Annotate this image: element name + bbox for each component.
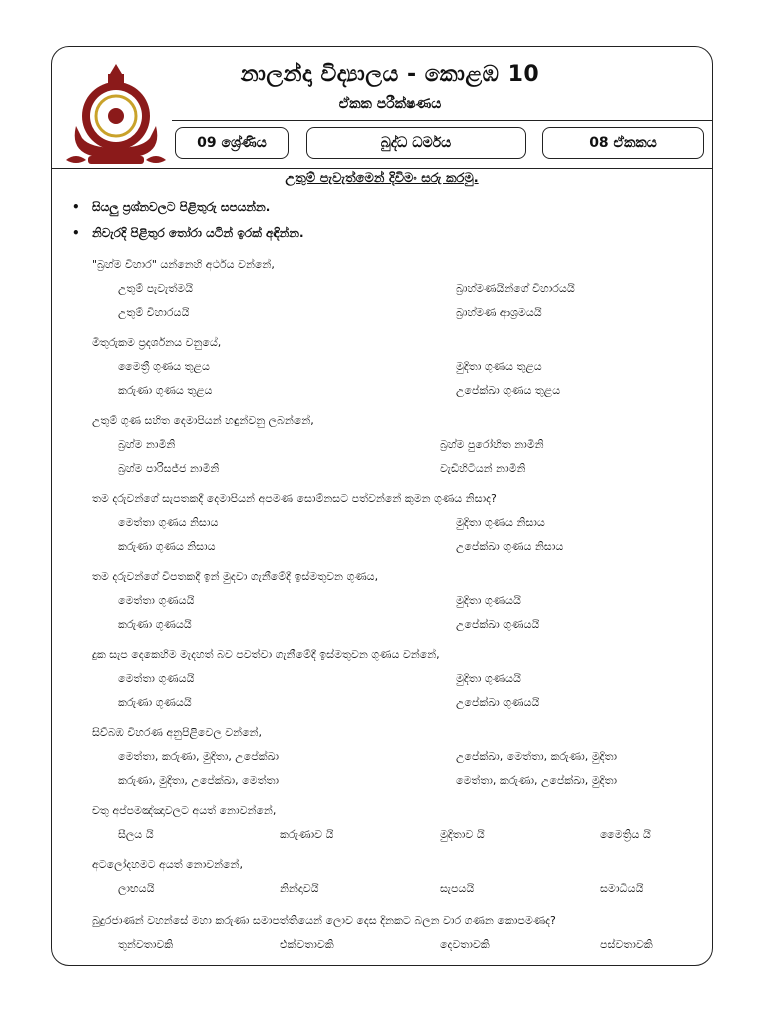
option[interactable]: උපේක්ඛා ගුණයයි: [456, 696, 540, 709]
option[interactable]: මෛත්‍රිය යි: [600, 828, 651, 841]
option[interactable]: නින්දාවයි: [280, 882, 319, 895]
option[interactable]: බ්‍රාහ්මණයින්ගේ විහාරයයි: [456, 282, 575, 295]
option[interactable]: බ්‍රාහ්මණ ආශ්‍රමයයි: [456, 306, 542, 319]
option[interactable]: තුන්වතාවකි: [118, 938, 174, 951]
option[interactable]: වැඩිහිටියන් නාමිනි: [440, 462, 526, 475]
option[interactable]: මෙත්තා, කරුණා, මුදිතා, උපේක්ඛා: [118, 750, 280, 763]
option[interactable]: දෙවතාවකි: [440, 938, 490, 951]
option[interactable]: පස්වතාවකි: [600, 938, 653, 951]
question-text: අටලෝදහමට අයත් නොවන්නේ,: [92, 858, 243, 871]
option[interactable]: කරුණාව යි: [280, 828, 334, 841]
unit-box: 08 ඒකකය: [542, 127, 704, 159]
option[interactable]: බ්‍රහ්ම නාමිනි: [118, 438, 176, 451]
option[interactable]: උතුම් විහාරයයි: [118, 306, 190, 319]
option[interactable]: උතුම් පැවැත්මයි: [118, 282, 193, 295]
question-text: මිතුරුකම ප්‍රදර්ශනය වනුයේ,: [92, 336, 222, 349]
option[interactable]: උපේක්ඛා ගුණයයි: [456, 618, 540, 631]
lesson-heading: උතුම් පැවැත්මෙන් දිවිමං සරු කරමු.: [285, 171, 479, 186]
option[interactable]: උපේක්ඛා, මෙත්තා, කරුණා, මුදිතා: [456, 750, 618, 763]
instruction-1: [72, 200, 270, 215]
option[interactable]: කරුණා ගුණය නිසාය: [118, 540, 216, 553]
question-text: බුදුරජාණන් වහන්සේ මහා කරුණා සමාපත්තියෙන් ලොව දෙස දිනකට බලන වාර ගණන කොපමණද?: [92, 914, 556, 927]
header-divider: [172, 120, 713, 121]
option[interactable]: කරුණා ගුණයයි: [118, 618, 192, 631]
option[interactable]: සැපයයි: [440, 882, 475, 895]
exam-subtitle: ඒකක පරීක්ෂණය: [338, 96, 442, 112]
option[interactable]: ලාභයයි: [118, 882, 155, 895]
instruction-text: නිවැරදි පිළිතුර තෝරා යටින් ඉරක් අඳින්න.: [92, 226, 304, 240]
instruction-text: සියලු ප්‍රශ්නවලට පිළිතුරු සපයන්න.: [92, 200, 271, 214]
option[interactable]: බ්‍රහ්ම පුරෝහිත නාමිනි: [440, 438, 544, 451]
option[interactable]: සමාධියයි: [600, 882, 644, 895]
option[interactable]: මෙත්තා, කරුණා, උපේක්ඛා, මුදිතා: [456, 774, 618, 787]
question-text: චතු අප්පමඤ්ඤාවලට අයත් නොවන්නේ,: [92, 804, 277, 817]
option[interactable]: මෛත්‍රී ගුණය තුළය: [118, 360, 210, 373]
grade-box: 09 ශ්‍රේණිය: [175, 127, 289, 159]
bullet-icon: •: [72, 226, 80, 240]
option[interactable]: සීලය යි: [118, 828, 154, 841]
school-crest-icon: [62, 60, 170, 170]
option[interactable]: මුදිතා ගුණයයි: [456, 594, 521, 607]
option[interactable]: කරුණා ගුණයයි: [118, 696, 192, 709]
option[interactable]: කරුණා, මුදිතා, උපේක්ඛා, මෙත්තා: [118, 774, 280, 787]
question-text: දුක සැප දෙකෙහිම මැදහත් බව පවත්වා ගැනීමේදී ඉස්මතුවන ගුණය වන්නේ,: [92, 648, 440, 661]
option[interactable]: මුදිතා ගුණයයි: [456, 672, 521, 685]
question-text: "බ්‍රහ්ම විහාර" යන්නෙහි අර්ථය වන්නේ,: [92, 258, 275, 271]
option[interactable]: උපේක්ඛා ගුණය තුළය: [456, 384, 561, 397]
question-text: උතුම් ගුණ සහිත දෙමාපියන් හඳුන්වනු ලබන්නේ,: [92, 414, 314, 427]
option[interactable]: මෙත්තා ගුණයයි: [118, 594, 195, 607]
question-text: තම දරුවන්ගේ සැපතකදී දෙමාපියන් අපමණ සොම්නසට පත්වන්නේ කුමන ගුණය නිසාද?: [92, 492, 497, 505]
option[interactable]: මෙත්තා ගුණයයි: [118, 672, 195, 685]
instruction-2: [72, 226, 304, 241]
section-divider: [51, 168, 713, 169]
option[interactable]: කරුණා ගුණය තුළය: [118, 384, 213, 397]
bullet-icon: •: [72, 200, 80, 214]
option[interactable]: මුදිතා ගුණය නිසාය: [456, 516, 545, 529]
option[interactable]: මුදිතාව යි: [440, 828, 485, 841]
question-text: තම දරුවන්ගේ විපතකදී ඉන් මුදවා ගැනීමේදී ඉස්මතුවන ගුණය,: [92, 570, 379, 583]
option[interactable]: උපේක්ඛා ගුණය නිසාය: [456, 540, 564, 553]
option[interactable]: එක්වතාවකි: [280, 938, 334, 951]
question-text: සිව්බඹ විහරණ අනුපිළිවෙල වන්නේ,: [92, 726, 262, 739]
school-title: නාලන්දා විද්‍යාලය - කොළඹ 10: [240, 62, 540, 87]
subject-box: බුද්ධ ධර්මය: [306, 127, 526, 159]
option[interactable]: මුදිතා ගුණය තුළය: [456, 360, 542, 373]
option[interactable]: බ්‍රහ්ම පාරිසජ්ජ නාමිනි: [118, 462, 220, 475]
option[interactable]: මෙත්තා ගුණය නිසාය: [118, 516, 219, 529]
